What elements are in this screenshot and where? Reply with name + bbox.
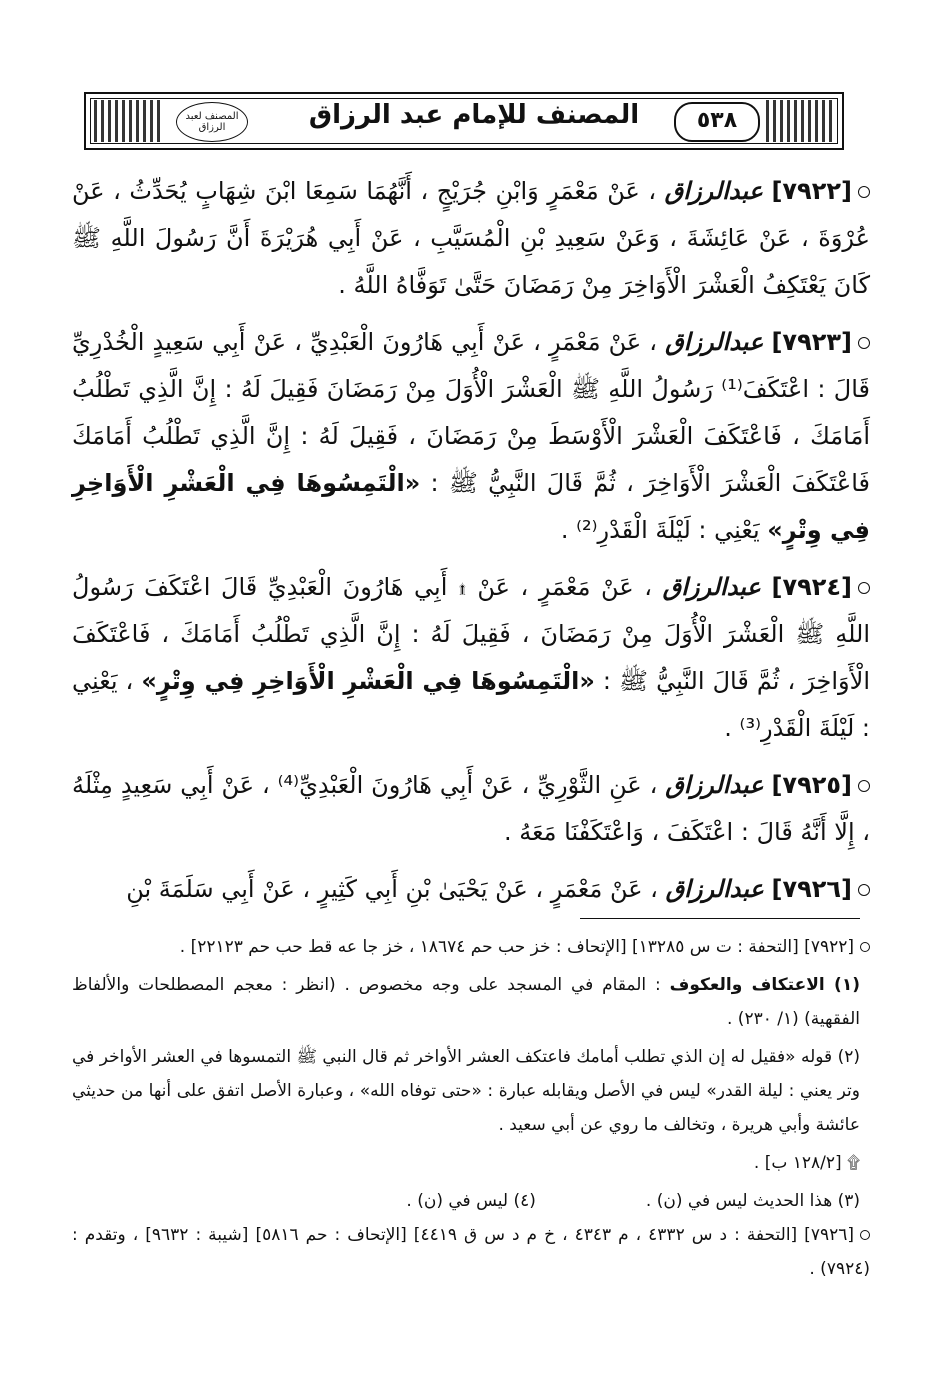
hadith-7922	[72, 168, 870, 309]
hadith-text: ، عَنْ مَعْمَرٍ ، عَنْ ۩ أَبِي هَارُونَ الْعَبْدِيِّ قَالَ اعْتَكَفَ رَسُولُ اللَّهِ ﷺ الْعَشْرَ الْأُوَلَ مِنْ رَمَضَانَ ، فَقِيلَ لَهُ : إِنَّ الَّذِي تَطْلُبُ أَمَامَكَ ، فَاعْتَكَفَ الْأَوَاخِرَ ، ثُمَّ قَالَ النَّبِيُّ ﷺ :	[72, 573, 870, 695]
hadith-marker-icon	[858, 186, 870, 198]
hadith-quote: «الْتَمِسُوهَا فِي الْعَشْرِ الْأَوَاخِرِ فِي وِتْرٍ»	[141, 667, 595, 695]
hadith-text: ، عَنْ مَعْمَرٍ وَابْنِ جُرَيْجٍ ، أَنَّهُمَا سَمِعَا ابْنَ شِهَابٍ يُحَدِّثُ ، عَنْ عُرْوَةَ ، عَنْ عَائِشَةَ ، وَعَنْ سَعِيدِ بْنِ الْمُسَيَّبِ ، عَنْ أَبِي هُرَيْرَةَ أَنَّ رَسُولَ اللَّهِ ﷺ كَانَ يَعْتَكِفُ الْعَشْرَ الْأَوَاخِرَ مِنْ رَمَضَانَ حَتَّىٰ تَوَفَّاهُ اللَّهُ .	[72, 177, 870, 299]
footnote-7922-text: [٧٩٢٢] [التحفة : ت س ١٣٢٨٥] [الإتحاف : خز حب حم ١٨٦٧٤ ، خز جا عه قط حب حم ٢٢١٢٣] .	[179, 937, 854, 957]
footnote-7926	[72, 1218, 870, 1286]
hadith-7923	[72, 319, 870, 554]
hadith-marker-icon	[858, 780, 870, 792]
hadith-number: [٧٩٢٤]	[771, 573, 852, 601]
hadith-marker-icon	[858, 337, 870, 349]
hadith-number: [٧٩٢٢]	[771, 177, 852, 205]
hadith-marker-icon	[858, 884, 870, 896]
hadith-7926	[72, 866, 870, 913]
book-title: المصنف للإمام عبد الرزاق	[308, 100, 640, 130]
hadith-marker-icon	[860, 942, 870, 952]
footnote-7922	[72, 930, 870, 964]
header-ornament-left	[94, 100, 162, 142]
hadith-text-after: يَعْنِي : لَيْلَةَ الْقَدْرِ⁽²⁾ .	[560, 516, 760, 544]
hadith-marker-icon	[858, 582, 870, 594]
page-header	[84, 92, 844, 150]
hadith-text: ، عَنِ الثَّوْرِيِّ ، عَنْ أَبِي هَارُونَ الْعَبْدِيِّ⁽⁴⁾ ، عَنْ أَبِي سَعِيدٍ مِثْلَهُ ، إِلَّا أَنَّهُ قَالَ : اعْتَكَفَ ، وَاعْتَكَفْنَا مَعَهُ .	[72, 771, 870, 846]
hadith-number: [٧٩٢٣]	[771, 328, 852, 356]
footnote-1-label: (١) الاعتكاف والعكوف	[669, 975, 861, 995]
hadith-number: [٧٩٢٥]	[771, 771, 852, 799]
header-seal	[176, 102, 248, 142]
hadith-text: ، عَنْ مَعْمَرٍ ، عَنْ أَبِي هَارُونَ الْعَبْدِيِّ ، عَنْ أَبِي سَعِيدٍ الْخُدْرِيِّ قَالَ : اعْتَكَفَ⁽¹⁾ رَسُولُ اللَّهِ ﷺ الْعَشْرَ الْأُوَلَ مِنْ رَمَضَانَ فَقِيلَ لَهُ : إِنَّ الَّذِي تَطْلُبُ أَمَامَكَ ، فَاعْتَكَفَ الْعَشْرَ الْأَوْسَطَ مِنْ رَمَضَانَ ، فَقِيلَ لَهُ : إِنَّ الَّذِي تَطْلُبُ أَمَامَكَ فَاعْتَكَفَ الْعَشْرَ الْأَوَاخِرَ ، ثُمَّ قَالَ النَّبِيُّ ﷺ :	[72, 328, 871, 497]
page-number: ٥٣٨	[674, 102, 760, 142]
hadith-narrator: عبدالرزاق	[665, 875, 764, 903]
footnotes	[72, 930, 870, 1290]
hadith-narrator: عبدالرزاق	[662, 573, 761, 601]
hadith-7925	[72, 762, 870, 856]
hadith-narrator: عبدالرزاق	[664, 177, 763, 205]
footnote-2: (٢) قوله «فقيل له إن الذي تطلب أمامك فاعتكف العشر الأواخر ثم قال النبي ﷺ التمسوها في العشر الأواخر في وتر يعني : ليلة القدر» ليس في الأصل ويقابله عبارة : «حتى توفاه الله» ، وعبارة الأصل اتفق على أنها من حديثي عائشة وأبي هريرة ، وتخالف ما روي عن أبي سعيد .	[72, 1047, 860, 1135]
footnote-2-ref: ۩ [١٢٨/٢ ب] .	[753, 1153, 860, 1173]
hadith-narrator: عبدالرزاق	[665, 328, 764, 356]
main-text	[72, 168, 870, 923]
hadith-narrator: عبدالرزاق	[665, 771, 764, 799]
header-seal-text: المصنف لعبد الرزاق	[185, 111, 239, 133]
footnote-row-3-4	[72, 1184, 870, 1218]
hadith-quote: «الْتَمِسُوهَا فِي الْعَشْرِ الْأَوَاخِرِ فِي وِتْرٍ»	[72, 469, 870, 544]
footnote-1-text: : المقام في المسجد على وجه مخصوص . (انظر : معجم المصطلحات والألفاظ الفقهية) (١/ ٢٣٠) .	[72, 975, 860, 1029]
header-ornament-right	[766, 100, 834, 142]
footnote-4: (٤) ليس في (ن) .	[406, 1191, 536, 1211]
hadith-text-after: ، يَعْنِي : لَيْلَةَ الْقَدْرِ⁽³⁾ .	[72, 667, 870, 742]
hadith-marker-icon	[860, 1230, 870, 1240]
footnote-7926-text: [٧٩٢٦] [التحفة : د س ٤٣٣٢ ، م ٤٣٤٣ ، خ م د س ق ٤٤١٩] [الإتحاف : حم ٥٨١٦] [شيبة : ٩٦٣٢] ، وتقدم : (٧٩٢٤) .	[72, 1225, 870, 1279]
hadith-7924	[72, 564, 870, 752]
hadith-number: [٧٩٢٦]	[771, 875, 852, 903]
footnote-3: (٣) هذا الحديث ليس في (ن) .	[645, 1191, 860, 1211]
hadith-text: ، عَنْ مَعْمَرٍ ، عَنْ يَحْيَىٰ بْنِ أَبِي كَثِيرٍ ، عَنْ أَبِي سَلَمَةَ بْنِ	[126, 875, 658, 903]
footnote-1	[72, 968, 870, 1036]
footnote-divider	[580, 918, 860, 919]
